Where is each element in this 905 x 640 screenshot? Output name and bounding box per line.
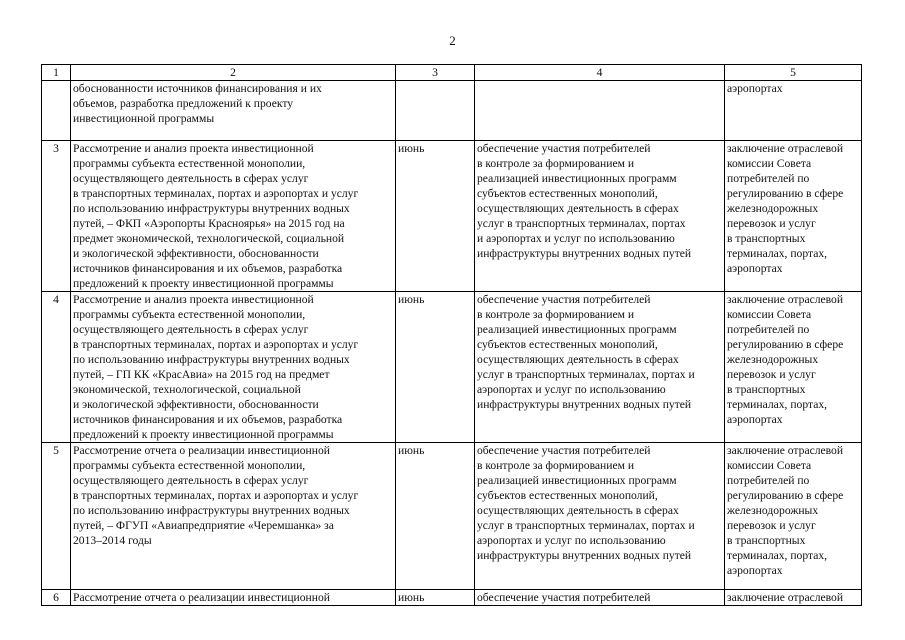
result-cell	[725, 141, 862, 292]
row-number-cell	[42, 81, 71, 141]
description-line: путей, – ГП КК «КрасАвиа» на 2015 год на предмет	[73, 368, 330, 381]
description-line: программы субъекта естественной монополии,	[73, 157, 306, 170]
result-line: заключение отраслевой	[727, 591, 844, 604]
description-line: Рассмотрение и анализ проекта инвестиционной	[73, 142, 314, 155]
participation-line: реализацией инвестиционных программ	[477, 323, 677, 336]
result-line: потребителей по	[727, 474, 810, 487]
row-number: 4	[53, 293, 59, 306]
result-cell	[725, 292, 862, 443]
result-line: комиссии Совета	[727, 459, 812, 472]
period-text: июнь	[398, 142, 425, 155]
description-line: предмет экономической, технологической, социальной	[73, 232, 345, 245]
row-number: 3	[53, 142, 59, 155]
result-cell	[725, 590, 862, 606]
result-line: аэропортах	[727, 564, 783, 577]
description-line: Рассмотрение отчета о реализации инвестиционной	[73, 444, 330, 457]
description-cell	[71, 141, 396, 292]
participation-line: реализацией инвестиционных программ	[477, 172, 677, 185]
header-col-number: 1	[42, 65, 71, 81]
result-cell	[725, 443, 862, 590]
description-line: предложений к проекту инвестиционной программы	[73, 428, 334, 441]
participation-cell	[475, 443, 725, 590]
result-line: перевозок и услуг	[727, 217, 816, 230]
result-line: в транспортных	[727, 534, 806, 547]
participation-line: аэропортах и услуг по использованию	[477, 383, 666, 396]
result-line: перевозок и услуг	[727, 519, 816, 532]
row-number: 5	[53, 444, 59, 457]
row-number: 6	[53, 591, 59, 604]
participation-line: инфраструктуры внутренних водных путей	[477, 398, 692, 411]
participation-line: и аэропортах и услуг по использованию	[477, 232, 675, 245]
result-line: железнодорожных	[727, 202, 819, 215]
description-line: осуществляющего деятельность в сферах услуг	[73, 474, 309, 487]
result-line: аэропортах	[727, 82, 783, 95]
description-line: путей, – ФГУП «Авиапредприятие «Черемшанка» за	[73, 519, 334, 532]
participation-line: инфраструктуры внутренних водных путей	[477, 247, 692, 260]
description-line: программы субъекта естественной монополии,	[73, 308, 306, 321]
period-text: июнь	[398, 444, 425, 457]
description-line: Рассмотрение и анализ проекта инвестиционной	[73, 293, 314, 306]
participation-cell	[475, 292, 725, 443]
description-line: осуществляющего деятельность в сферах услуг	[73, 323, 309, 336]
result-line: потребителей по	[727, 172, 810, 185]
result-line: аэропортах	[727, 262, 783, 275]
participation-line: инфраструктуры внутренних водных путей	[477, 549, 692, 562]
result-line: регулированию в сфере	[727, 489, 844, 502]
description-line: инвестиционной программы	[73, 112, 215, 125]
description-line: и экологической эффективности, обоснованности	[73, 247, 319, 260]
row-number-cell	[42, 443, 71, 590]
result-line: комиссии Совета	[727, 308, 812, 321]
participation-line: осуществляющих деятельность в сферах	[477, 504, 679, 517]
participation-line: обеспечение участия потребителей	[477, 293, 651, 306]
period-cell	[396, 590, 475, 606]
result-line: перевозок и услуг	[727, 368, 816, 381]
period-cell	[396, 81, 475, 141]
participation-line: услуг в транспортных терминалах, портах и	[477, 368, 695, 381]
result-cell	[725, 81, 862, 141]
period-text: июнь	[398, 591, 425, 604]
participation-line: в контроле за формированием и	[477, 308, 635, 321]
description-line: объемов, разработка предложений к проекту	[73, 97, 294, 110]
participation-line: обеспечение участия потребителей	[477, 142, 651, 155]
row-number-cell	[42, 141, 71, 292]
header-col-period: 3	[396, 65, 475, 81]
table-row	[42, 590, 862, 606]
description-cell	[71, 443, 396, 590]
participation-line: субъектов естественных монополий,	[477, 489, 658, 502]
header-row	[42, 65, 862, 81]
row-number-cell	[42, 292, 71, 443]
participation-line: аэропортах и услуг по использованию	[477, 534, 666, 547]
participation-cell	[475, 81, 725, 141]
description-line: экономической, технологической, социальной	[73, 383, 301, 396]
result-line: в транспортных	[727, 383, 806, 396]
result-line: терминалах, портах,	[727, 398, 828, 411]
period-cell	[396, 141, 475, 292]
participation-cell	[475, 141, 725, 292]
participation-line: субъектов естественных монополий,	[477, 187, 658, 200]
description-line: путей, – ФКП «Аэропорты Красноярья» на 2015 год на	[73, 217, 345, 230]
table-row	[42, 141, 862, 292]
description-line: источников финансирования и их объемов, разработка	[73, 262, 343, 275]
result-line: терминалах, портах,	[727, 549, 828, 562]
description-cell	[71, 292, 396, 443]
description-line: источников финансирования и их объемов, разработка	[73, 413, 343, 426]
result-line: потребителей по	[727, 323, 810, 336]
plan-table	[41, 64, 862, 606]
result-line: заключение отраслевой	[727, 444, 844, 457]
result-line: регулированию в сфере	[727, 187, 844, 200]
description-line: по использованию инфраструктуры внутренних водных	[73, 504, 350, 517]
participation-cell	[475, 590, 725, 606]
description-line: Рассмотрение отчета о реализации инвестиционной	[73, 591, 330, 604]
description-line: обоснованности источников финансирования и их	[73, 82, 322, 95]
description-line: 2013–2014 годы	[73, 534, 152, 547]
description-line: по использованию инфраструктуры внутренних водных	[73, 202, 350, 215]
page-number: 2	[449, 33, 456, 48]
result-line: терминалах, портах,	[727, 247, 828, 260]
table-row	[42, 292, 862, 443]
description-line: и экологической эффективности, обоснованности	[73, 398, 319, 411]
result-line: железнодорожных	[727, 504, 819, 517]
participation-line: осуществляющих деятельность в сферах	[477, 202, 679, 215]
participation-line: реализацией инвестиционных программ	[477, 474, 677, 487]
description-cell	[71, 590, 396, 606]
participation-line: услуг в транспортных терминалах, портах и	[477, 519, 695, 532]
period-cell	[396, 443, 475, 590]
result-line: комиссии Совета	[727, 157, 812, 170]
description-line: осуществляющего деятельность в сферах услуг	[73, 172, 309, 185]
participation-line: в контроле за формированием и	[477, 157, 635, 170]
description-line: по использованию инфраструктуры внутренних водных	[73, 353, 350, 366]
participation-line: осуществляющих деятельность в сферах	[477, 353, 679, 366]
participation-line: обеспечение участия потребителей	[477, 444, 651, 457]
header-col-description: 2	[71, 65, 396, 81]
participation-line: услуг в транспортных терминалах, портах	[477, 217, 686, 230]
description-cell	[71, 81, 396, 141]
participation-line: субъектов естественных монополий,	[477, 338, 658, 351]
participation-line: обеспечение участия потребителей	[477, 591, 651, 604]
header-col-participation: 4	[475, 65, 725, 81]
result-line: железнодорожных	[727, 353, 819, 366]
table-row	[42, 81, 862, 141]
result-line: заключение отраслевой	[727, 142, 844, 155]
description-line: программы субъекта естественной монополии,	[73, 459, 306, 472]
result-line: аэропортах	[727, 413, 783, 426]
description-line: предложений к проекту инвестиционной программы	[73, 277, 334, 290]
participation-line: в контроле за формированием и	[477, 459, 635, 472]
row-number-cell	[42, 590, 71, 606]
result-line: в транспортных	[727, 232, 806, 245]
result-line: заключение отраслевой	[727, 293, 844, 306]
description-line: в транспортных терминалах, портах и аэропортах и услуг	[73, 489, 359, 502]
header-col-result: 5	[725, 65, 862, 81]
table-row	[42, 443, 862, 590]
period-text: июнь	[398, 293, 425, 306]
description-line: в транспортных терминалах, портах и аэропортах и услуг	[73, 187, 359, 200]
description-line: в транспортных терминалах, портах и аэропортах и услуг	[73, 338, 359, 351]
result-line: регулированию в сфере	[727, 338, 844, 351]
period-cell	[396, 292, 475, 443]
plan-table-body	[42, 65, 862, 606]
